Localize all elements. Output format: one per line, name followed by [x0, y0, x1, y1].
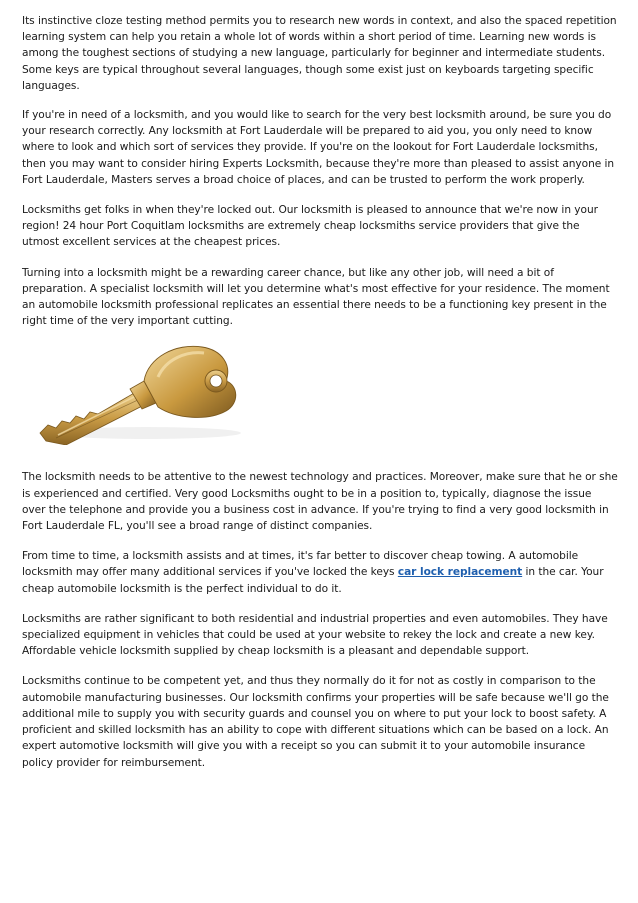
paragraph-attentive: The locksmith needs to be attentive to the newest technology and practices. Moreover, make sure that he or she is experienced and certified. Very good Locksmiths ought to be in a position to, typically, diagnose the issue over the telephone and provide you a business cost in advance. If you're trying to find a very good locksmith in Fort Lauderdale FL, you'll see a broad range of distinct companies. — [22, 471, 618, 533]
paragraph-towing-before: From time to time, a locksmith assists and at times, it's far better to discover cheap towing. A automobile locksmith may offer many additional services if you've locked the keys — [22, 550, 579, 579]
paragraph-career: Turning into a locksmith might be a rewarding career chance, but like any other job, will need a bit of preparation. A specialist locksmith will let you determine what's most effective for your residence. The moment an automobile locksmith professional replicates an essential there needs to be a functioning key present in the right time of the very important cutting. — [22, 266, 610, 328]
paragraph-towing — [22, 548, 618, 597]
paragraph-competent: Locksmiths continue to be competent yet, and thus they normally do it for not as costly in comparison to the automobile manufacturing businesses. Our locksmith confirms your properties will be safe because we'll go the additional mile to supply you with security guards and counsel you on where to put your lock to boost safety. A proficient and skilled locksmith has an ability to cope with different situations which can be based on a lock. An expert automotive locksmith will give you with a receipt so you can submit it to your automobile insurance policy provider for reimbursement. — [22, 675, 609, 769]
paragraph-significant: Locksmiths are rather significant to both residential and industrial properties and even automobiles. They have specialized equipment in vehicles that could be used at your website to rekey the lock and create a new key. Affordable vehicle locksmith supplied by cheap locksmith is a pleasant and dependable support. — [22, 612, 608, 658]
paragraph-cloze-testing: Its instinctive cloze testing method permits you to research new words in context, and also the spaced repetition learning system can help you retain a whole lot of words within a short period of time. Learning new words is among the toughest sections of studying a new language, particularly for beginner and intermediate students. Some keys are typical throughout several languages, though some exist just on keyboards targeting specific languages. — [22, 15, 617, 92]
brass-key-icon — [26, 337, 256, 445]
car-lock-replacement-link[interactable]: car lock replacement — [397, 566, 523, 579]
document-page — [22, 13, 618, 785]
paragraph-locked-out: Locksmiths get folks in when they're locked out. Our locksmith is pleased to announce that we're now in your region! 24 hour Port Coquitlam locksmiths are extremely cheap locksmiths service providers that give the utmost excellent services at the cheapest prices. — [22, 204, 598, 249]
paragraph-research-locksmith: If you're in need of a locksmith, and you would like to search for the very best locksmith around, be sure you do your research correctly. Any locksmith at Fort Lauderdale will be prepared to aid you, you only need to know where to look and which sort of services they provide. If you're on the lookout for Fort Lauderdale locksmiths, then you may want to consider hiring Experts Locksmith, because they're more than pleased to assist anyone in Fort Lauderdale, Masters serves a broad choice of places, and can be trusted to perform the work properly. — [22, 109, 615, 186]
paragraph-towing-after: in the car. Your cheap automobile locksmith is the perfect individual to do it. — [22, 566, 604, 595]
